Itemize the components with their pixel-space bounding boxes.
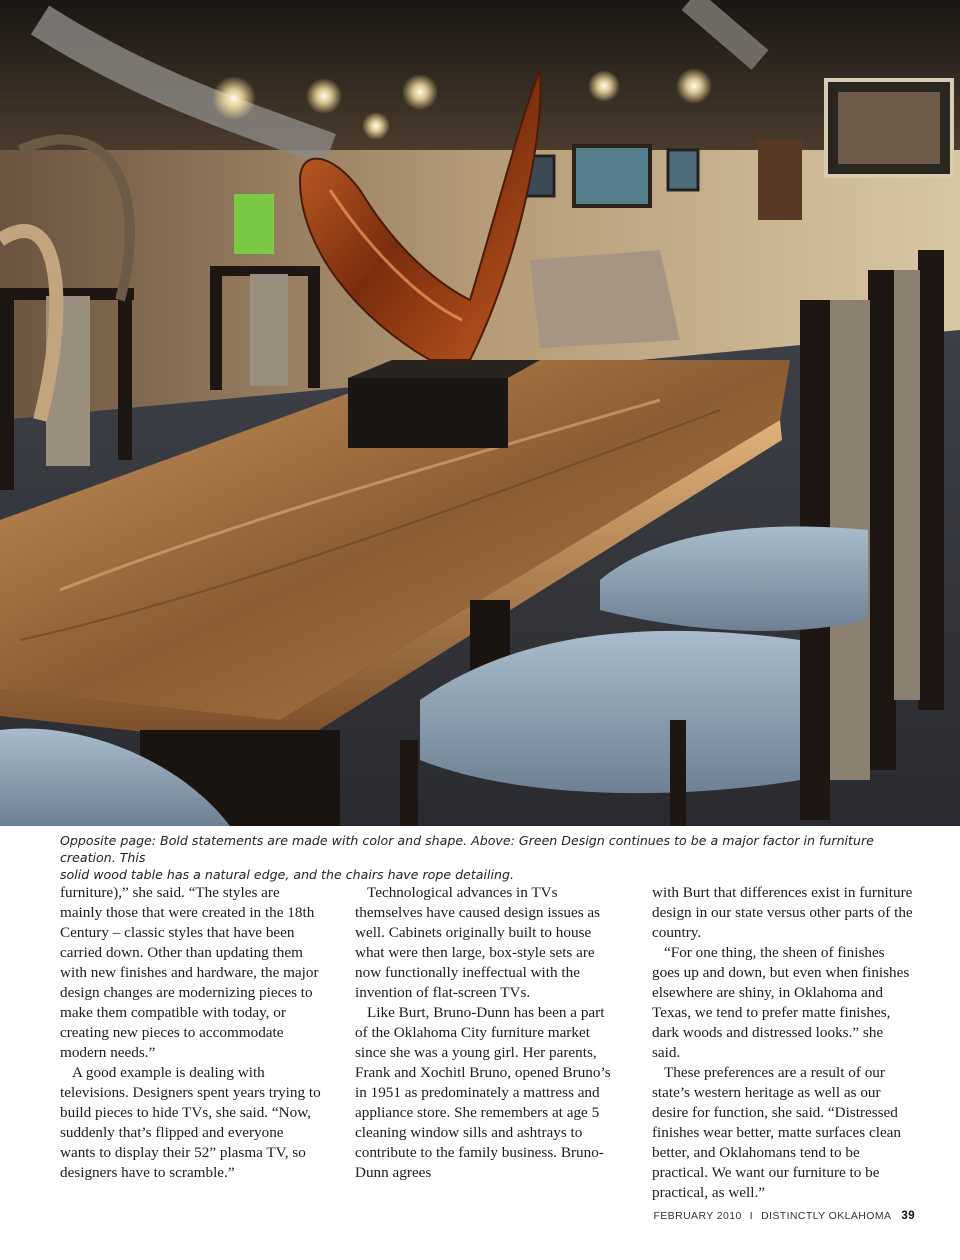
paragraph: furniture),” she said. “The styles are mainly those that were created in the 18th Century – classic styles that have been carried down. Other than updating them with new finishes and hardware, the major design changes are modernizing pieces to make them compatible with today, or creating new pieces to accommodate modern needs.” xyxy=(60,884,319,1061)
caption-line-2: solid wood table has a natural edge, and the chairs have rope detailing. xyxy=(60,867,514,882)
paragraph: Like Burt, Bruno-Dunn has been a part of the Oklahoma City furniture market since she was a young girl. Her parents, Frank and Xochitl Bruno, opened Bruno’s in 1951 as predominately a mattress and appliance store. She remembers at age 5 cleaning window sills and ashtrays to contribute to the family business. Bruno-Dunn agrees xyxy=(355,1004,611,1181)
footer-date: FEBRUARY 2010 xyxy=(653,1210,742,1222)
page-footer xyxy=(653,1210,915,1222)
caption-line-1: Opposite page: Bold statements are made with color and shape. Above: Green Design continues to be a major factor in furniture creation. This xyxy=(60,833,874,865)
article-body xyxy=(0,883,960,1213)
paragraph: These preferences are a result of our state’s western heritage as well as our desire for function, she said. “Distressed finishes wear better, matte surfaces clean better, and Oklahomans tend to be practical. We want our furniture to be practical, as well.” xyxy=(652,1064,902,1201)
paragraph: “For one thing, the sheen of finishes goes up and down, but even when finishes elsewhere are shiny, in Oklahoma and Texas, we tend to prefer matte finishes, dark woods and distressed looks.” she said. xyxy=(652,944,910,1061)
paragraph: Technological advances in TVs themselves have caused design issues as well. Cabinets originally built to house what were then large, box-style sets are now functionally ineffectual with the invention of flat-screen TVs. xyxy=(355,884,601,1001)
column-1 xyxy=(60,883,322,1183)
footer-publication: DISTINCTLY OKLAHOMA xyxy=(761,1210,892,1222)
paragraph: with Burt that differences exist in furniture design in our state versus other parts of the country. xyxy=(652,884,913,941)
photo-caption xyxy=(60,832,910,883)
footer-separator: I xyxy=(749,1210,754,1222)
column-3 xyxy=(652,883,914,1203)
paragraph: A good example is dealing with televisions. Designers spent years trying to build pieces to hide TVs, she said. “Now, suddenly that’s flipped and everyone wants to display their 52” plasma TV, so designers have to scramble.” xyxy=(60,1064,321,1181)
column-2 xyxy=(355,883,617,1183)
page-number: 39 xyxy=(901,1210,915,1222)
